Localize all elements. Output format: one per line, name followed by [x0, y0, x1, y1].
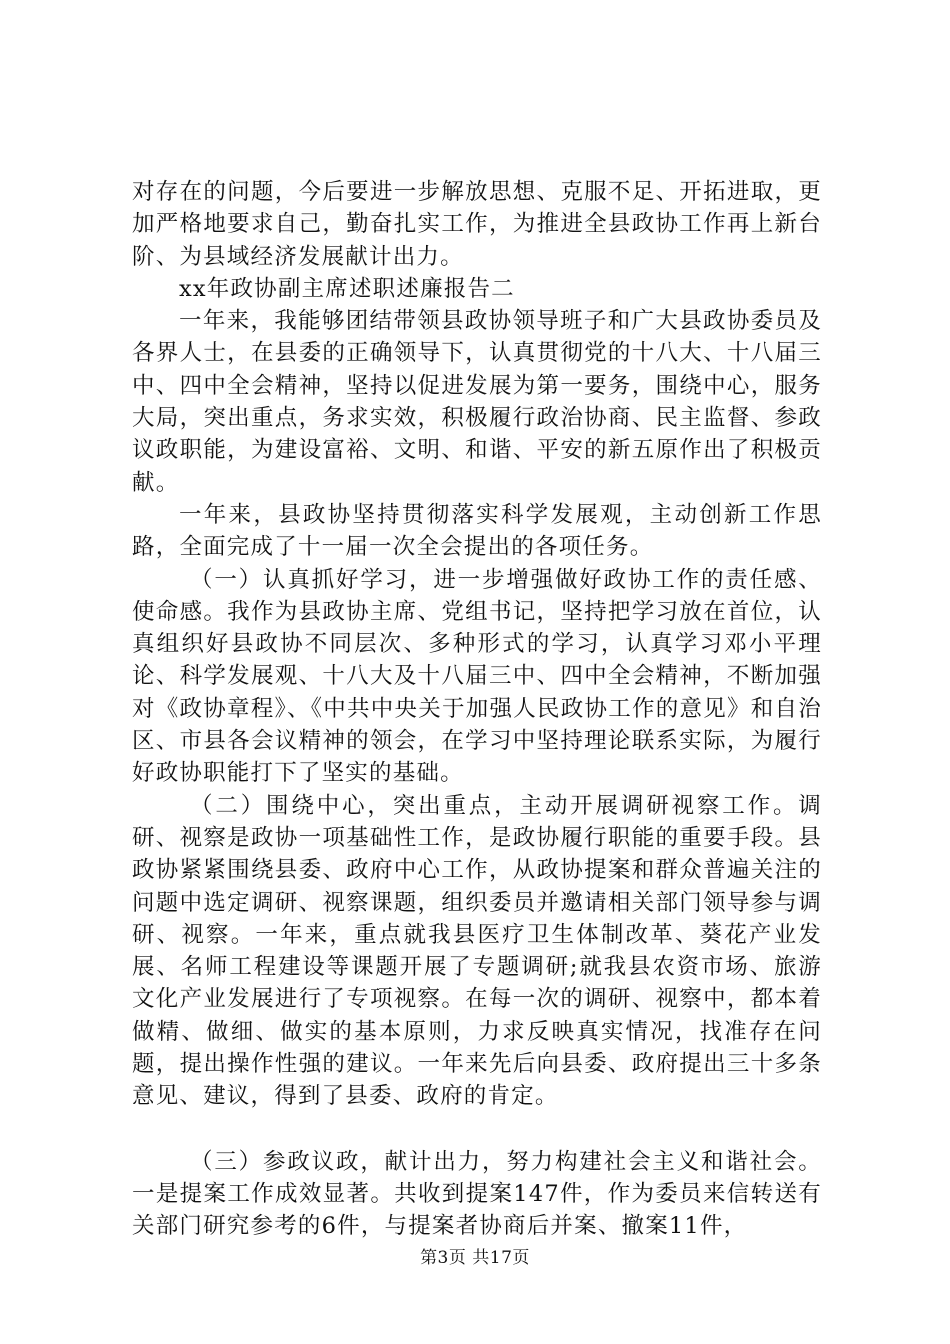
- paragraph-summary: 一年来，县政协坚持贯彻落实科学发展观，主动创新工作思路，全面完成了十一届一次全会提出的各项任务。: [132, 501, 822, 561]
- paragraph-intro: 一年来，我能够团结带领县政协领导班子和广大县政协委员及各界人士，在县委的正确领导下，认真贯彻党的十八大、十八届三中、四中全会精神，坚持以促进发展为第一要务，围绕中心，服务大局，突出重点，务求实效，积极履行政治协商、民主监督、参政议政职能，为建设富裕、文明、和谐、平安的新五原作出了积极贡献。: [132, 308, 822, 496]
- report-heading: xx年政协副主席述职述廉报告二: [179, 275, 515, 302]
- paragraph-section-three: （三）参政议政，献计出力，努力构建社会主义和谐社会。一是提案工作成效显著。共收到提案147件，作为委员来信转送有关部门研究参考的6件，与提案者协商后并案、撤案11件，: [132, 1148, 822, 1240]
- document-body: [132, 176, 822, 1243]
- paragraph-continuation: 对存在的问题，今后要进一步解放思想、克服不足、开拓进取，更加严格地要求自己，勤奋扎实工作，为推进全县政协工作再上新台阶、为县域经济发展献计出力。: [132, 179, 822, 270]
- page-number-label: 第3页 共17页: [420, 1248, 530, 1268]
- page-footer: [0, 1243, 950, 1268]
- paragraph-section-one: （一）认真抓好学习，进一步增强做好政协工作的责任感、使命感。我作为县政协主席、党组书记，坚持把学习放在首位，认真组织好县政协不同层次、多种形式的学习，认真学习邓小平理论、科学发展观、十八大及十八届三中、四中全会精神，不断加强对《政协章程》、《中共中央关于加强人民政协工作的意见》和自治区、市县各会议精神的领会，在学习中坚持理论联系实际，为履行好政协职能打下了坚实的基础。: [132, 566, 822, 787]
- paragraph-section-two: （二）围绕中心，突出重点，主动开展调研视察工作。调研、视察是政协一项基础性工作，是政协履行职能的重要手段。县政协紧紧围绕县委、政府中心工作，从政协提案和群众普遍关注的问题中选定调研、视察课题，组织委员并邀请相关部门领导参与调研、视察。一年来，重点就我县医疗卫生体制改革、葵花产业发展、名师工程建设等课题开展了专题调研;就我县农资市场、旅游文化产业发展进行了专项视察。在每一次的调研、视察中，都本着做精、做细、做实的基本原则，力求反映真实情况，找准存在问题，提出操作性强的建议。一年来先后向县委、政府提出三十多条意见、建议，得到了县委、政府的肯定。: [132, 792, 822, 1110]
